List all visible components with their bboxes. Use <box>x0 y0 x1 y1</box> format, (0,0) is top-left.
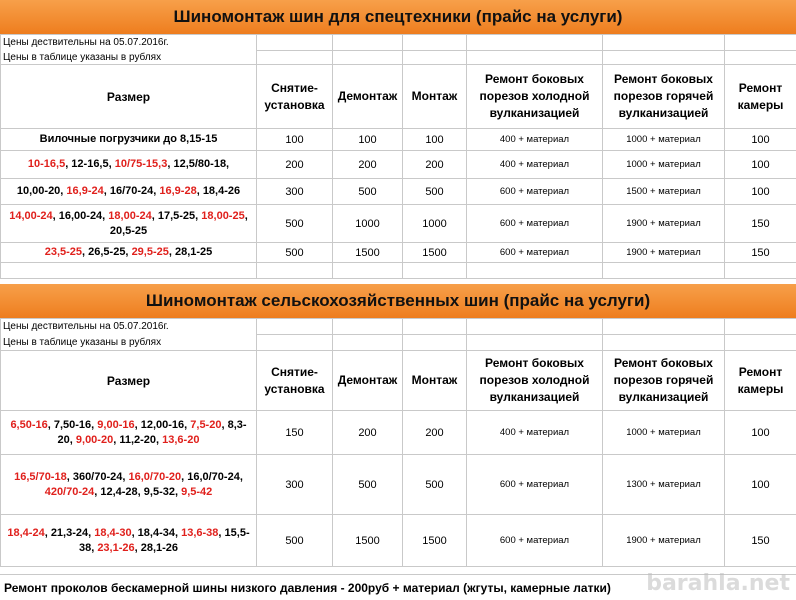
size-text: , 12,00-16, <box>134 418 191 431</box>
highlighted-size: 18,00-25 <box>201 209 245 222</box>
size-text: , 28,1-26 <box>134 541 179 554</box>
cold-vulcanization-price: 400 + материал <box>467 411 603 455</box>
size-text: , 8,3-20, <box>57 418 247 446</box>
price-date-note: Цены дествительны на 05.07.2016г. <box>1 319 257 335</box>
highlighted-size: 13,6-20 <box>162 433 200 446</box>
removal-price: 100 <box>257 129 333 151</box>
tire-size-cell <box>1 205 257 243</box>
section2-price-table <box>0 318 796 567</box>
hot-vulcanization-price: 1900 + материал <box>603 243 725 263</box>
size-text: , 20,5-25 <box>109 209 248 237</box>
highlighted-size: 18,4-30 <box>94 526 132 539</box>
currency-note: Цены в таблице указаны в рублях <box>1 51 257 65</box>
header-demount: Демонтаж <box>333 65 403 129</box>
tube-repair-price: 100 <box>725 179 796 205</box>
cold-vulcanization-price: 400 + материал <box>467 151 603 179</box>
demount-price: 200 <box>333 411 403 455</box>
table-row <box>1 179 796 205</box>
highlighted-size: 6,50-16 <box>10 418 48 431</box>
demount-price: 1500 <box>333 243 403 263</box>
tube-repair-price: 100 <box>725 151 796 179</box>
size-text: , 18,4-34, <box>131 526 182 539</box>
header-size: Размер <box>1 65 257 129</box>
table-row <box>1 129 796 151</box>
header-cold-vulcanization: Ремонт боковых порезов холодной вулканизацией <box>467 351 603 411</box>
size-text: , 12,5/80-18, <box>167 158 230 170</box>
removal-price: 300 <box>257 455 333 515</box>
hot-vulcanization-price: 1000 + материал <box>603 411 725 455</box>
tire-size-cell <box>1 515 257 567</box>
tube-repair-price: 100 <box>725 129 796 151</box>
header-row <box>1 65 796 129</box>
size-text: , 28,1-25 <box>168 246 213 258</box>
size-text: , 12-16,5, <box>65 158 115 170</box>
header-size: Размер <box>1 351 257 411</box>
highlighted-size: 13,6-38 <box>181 526 219 539</box>
table-row <box>1 455 796 515</box>
price-date-note: Цены дествительны на 05.07.2016г. <box>1 35 257 51</box>
mount-price: 100 <box>403 129 467 151</box>
section1-price-table <box>0 34 796 279</box>
mount-price: 1500 <box>403 515 467 567</box>
tube-repair-price: 150 <box>725 205 796 243</box>
tire-size-cell <box>1 455 257 515</box>
removal-price: 500 <box>257 205 333 243</box>
highlighted-size: 9,00-20 <box>75 433 114 446</box>
mount-price: 1000 <box>403 205 467 243</box>
footer-note: Ремонт проколов бескамерной шины низкого давления - 200руб + материал (жгуты, камерные латки) <box>0 574 796 600</box>
spacer-row <box>1 263 796 279</box>
hot-vulcanization-price: 1300 + материал <box>603 455 725 515</box>
section1-title: Шиномонтаж шин для спецтехники (прайс на услуги) <box>0 0 796 34</box>
cold-vulcanization-price: 600 + материал <box>467 243 603 263</box>
size-text: , 16,00-24, <box>52 209 109 222</box>
header-removal: Снятие-установка <box>257 65 333 129</box>
mount-price: 1500 <box>403 243 467 263</box>
hot-vulcanization-price: 1000 + материал <box>603 151 725 179</box>
header-tube-repair: Ремонт камеры <box>725 351 796 411</box>
tube-repair-price: 100 <box>725 455 796 515</box>
tube-repair-price: 100 <box>725 411 796 455</box>
watermark-logo: barahla.net <box>646 571 790 596</box>
header-hot-vulcanization: Ремонт боковых порезов горячей вулканизацией <box>603 65 725 129</box>
highlighted-size: 9,00-16 <box>97 418 135 431</box>
highlighted-size: 14,00-24 <box>9 209 53 222</box>
tire-size-cell <box>1 151 257 179</box>
highlighted-size: 10-16,5 <box>27 158 66 170</box>
size-text: , 26,5-25, <box>82 246 132 258</box>
mount-price: 500 <box>403 179 467 205</box>
header-row <box>1 351 796 411</box>
cold-vulcanization-price: 600 + материал <box>467 515 603 567</box>
removal-price: 500 <box>257 515 333 567</box>
mount-price: 200 <box>403 151 467 179</box>
highlighted-size: 420/70-24 <box>44 485 95 498</box>
header-cold-vulcanization: Ремонт боковых порезов холодной вулканизацией <box>467 65 603 129</box>
demount-price: 100 <box>333 129 403 151</box>
table-row <box>1 205 796 243</box>
size-text: , 7,50-16, <box>47 418 98 431</box>
highlighted-size: 18,4-24 <box>7 526 45 539</box>
size-text: , 12,4-28, 9,5-32, <box>94 485 182 498</box>
currency-note: Цены в таблице указаны в рублях <box>1 335 257 351</box>
demount-price: 200 <box>333 151 403 179</box>
size-text: 10,00-20, <box>16 185 67 197</box>
demount-price: 500 <box>333 455 403 515</box>
mount-price: 200 <box>403 411 467 455</box>
highlighted-size: 29,5-25 <box>131 246 169 258</box>
cold-vulcanization-price: 600 + материал <box>467 455 603 515</box>
cold-vulcanization-price: 400 + материал <box>467 129 603 151</box>
highlighted-size: 7,5-20 <box>190 418 222 431</box>
size-text: , 11,2-20, <box>113 433 163 446</box>
hot-vulcanization-price: 1900 + материал <box>603 205 725 243</box>
hot-vulcanization-price: 1000 + материал <box>603 129 725 151</box>
table-row <box>1 515 796 567</box>
header-mount: Монтаж <box>403 351 467 411</box>
highlighted-size: 16,0/70-20 <box>128 470 182 483</box>
size-text: , 17,5-25, <box>151 209 202 222</box>
section2-title: Шиномонтаж сельскохозяйственных шин (прайс на услуги) <box>0 284 796 318</box>
highlighted-size: 23,5-25 <box>44 246 83 258</box>
demount-price: 500 <box>333 179 403 205</box>
header-demount: Демонтаж <box>333 351 403 411</box>
header-tube-repair: Ремонт камеры <box>725 65 796 129</box>
table-row <box>1 243 796 263</box>
header-hot-vulcanization: Ремонт боковых порезов горячей вулканизацией <box>603 351 725 411</box>
removal-price: 200 <box>257 151 333 179</box>
demount-price: 1500 <box>333 515 403 567</box>
highlighted-size: 16,9-24 <box>66 185 104 197</box>
tire-size-cell <box>1 411 257 455</box>
cold-vulcanization-price: 600 + материал <box>467 179 603 205</box>
highlighted-size: 18,00-24 <box>108 209 152 222</box>
size-text: , 21,3-24, <box>44 526 95 539</box>
header-mount: Монтаж <box>403 65 467 129</box>
size-text: , 16,0/70-24, <box>181 470 243 483</box>
tire-size-cell <box>1 179 257 205</box>
cold-vulcanization-price: 600 + материал <box>467 205 603 243</box>
demount-price: 1000 <box>333 205 403 243</box>
hot-vulcanization-price: 1900 + материал <box>603 515 725 567</box>
size-text: , 360/70-24, <box>66 470 129 483</box>
mount-price: 500 <box>403 455 467 515</box>
tire-size-cell <box>1 129 257 151</box>
highlighted-size: 10/75-15,3 <box>114 158 168 170</box>
tube-repair-price: 150 <box>725 515 796 567</box>
highlighted-size: 23,1-26 <box>97 541 135 554</box>
removal-price: 500 <box>257 243 333 263</box>
removal-price: 150 <box>257 411 333 455</box>
tube-repair-price: 150 <box>725 243 796 263</box>
highlighted-size: 16,5/70-18 <box>14 470 67 483</box>
highlighted-size: 9,5-42 <box>181 485 213 498</box>
size-text: Вилочные погрузчики до 8,15-15 <box>39 133 218 145</box>
removal-price: 300 <box>257 179 333 205</box>
size-text: , 16/70-24, <box>103 185 160 197</box>
header-removal: Снятие-установка <box>257 351 333 411</box>
hot-vulcanization-price: 1500 + материал <box>603 179 725 205</box>
table-row <box>1 151 796 179</box>
table-row <box>1 411 796 455</box>
tire-size-cell <box>1 243 257 263</box>
size-text: , 15,5-38, <box>78 526 250 554</box>
highlighted-size: 16,9-28 <box>159 185 197 197</box>
size-text: , 18,4-26 <box>196 185 241 197</box>
